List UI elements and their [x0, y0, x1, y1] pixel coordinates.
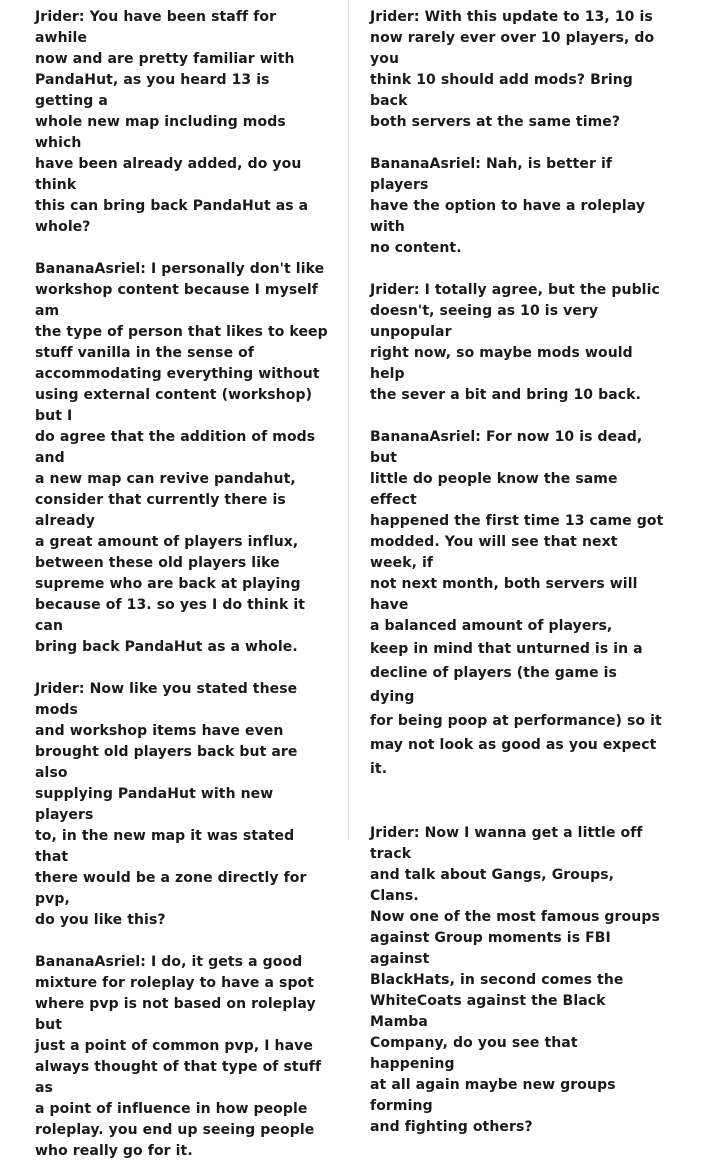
- answer-no-content: BananaAsriel: Nah, is better if players have the option to have a roleplay with no content.: [370, 156, 646, 256]
- right-column: [370, 7, 666, 1138]
- question-staff-new-map: Jrider: You have been staff for awhile now and are pretty familiar with PandaHut, as you heard 13 is getting a whole new map including mods which have been already added, do you think this can bring back PandaHut as a whole?: [35, 9, 309, 235]
- answer-unturned-decline: keep in mind that unturned is in a decline of players (the game is dying for being poop at performance) so it may not look as good as you expect it.: [370, 641, 662, 777]
- comment-10-unpopular: Jrider: I totally agree, but the public doesn't, seeing as 10 is very unpopular right now, so maybe mods would help the sever a bit and bring 10 back.: [370, 282, 660, 403]
- column-divider: [348, 0, 349, 840]
- question-pvp-zone: Jrider: Now like you stated these mods and workshop items have even brought old players back but are also supplying PandaHut with new players to, in the new map it was stated that there would be a zone directly for pvp, do you like this?: [35, 681, 307, 928]
- answer-pvp-zone: BananaAsriel: I do, it gets a good mixture for roleplay to have a spot where pvp is not based on roleplay but just a point of common pvp, I have always thought of that type of stuff as a point of influence in how people roleplay. you end up seeing people who really go for it.: [35, 954, 322, 1159]
- answer-workshop-content: BananaAsriel: I personally don't like workshop content because I myself am the type of person that likes to keep stuff vanilla in the sense of accommodating everything without using external content (workshop) but I do agree that the addition of mods and a new map can revive pandahut, consider that currently there is already a great amount of players influx, between these old players like supreme who are back at playing because of 13. so yes I do think it can bring back PandaHut as a whole.: [35, 261, 328, 655]
- left-column: [35, 7, 331, 1162]
- question-server-10-mods: Jrider: With this update to 13, 10 is now rarely ever over 10 players, do you think 10 should add mods? Bring back both servers at the same time?: [370, 9, 655, 130]
- question-gangs-groups-clans: Jrider: Now I wanna get a little off track and talk about Gangs, Groups, Clans. Now one of the most famous groups against Group moments is FBI against BlackHats, in second comes the WhiteCoats against the Black Mamba Company, do you see that happening at all again maybe new groups forming and fighting others?: [370, 825, 660, 1135]
- answer-10-dead: BananaAsriel: For now 10 is dead, but little do people know the same effect happened the first time 13 came got modded. You will see that next week, if not next month, both servers will have a balanced amount of players,: [370, 429, 664, 634]
